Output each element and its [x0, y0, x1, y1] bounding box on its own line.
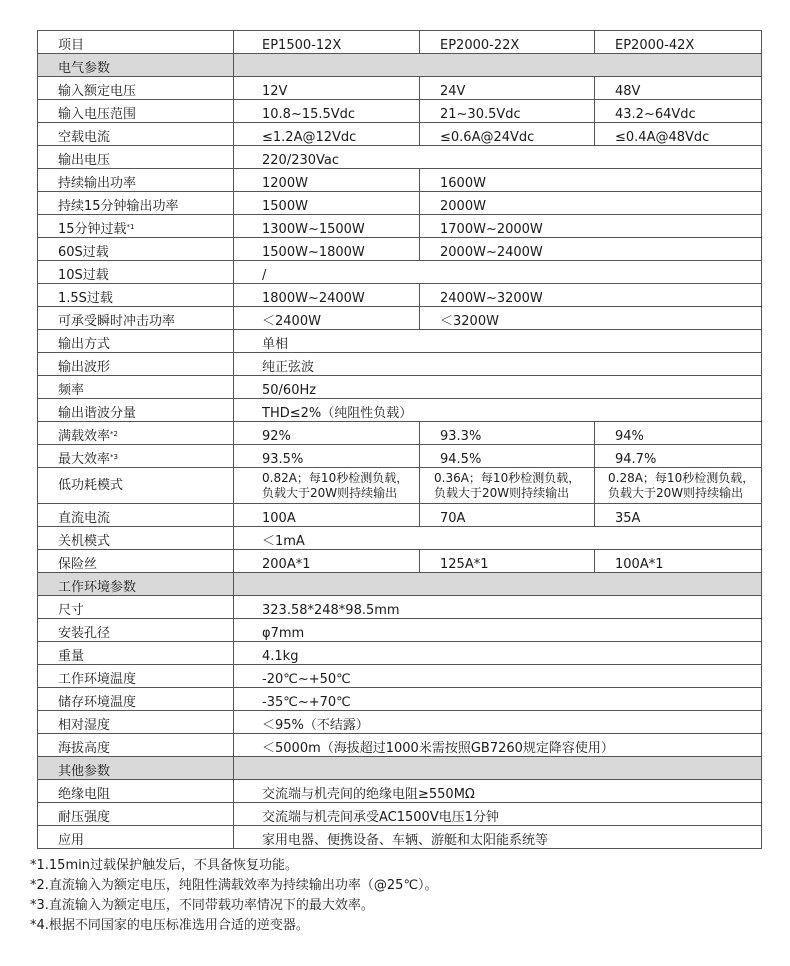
value-cell: 94% [595, 422, 762, 445]
row-label-text: 应用 [58, 833, 85, 848]
row-label-text: 60S过载 [58, 245, 109, 260]
row-label: 低功耗模式 [38, 468, 234, 504]
table-row [38, 826, 762, 849]
header-model-1: EP1500-12X [234, 31, 420, 54]
value-cell: 2400W~3200W [420, 284, 762, 307]
table-row [38, 77, 762, 100]
row-label-text: 输出电压 [58, 153, 111, 168]
row-label-text: 保险丝 [58, 557, 98, 572]
row-label [38, 826, 234, 849]
row-label [38, 353, 234, 376]
value-cell: 单相 [234, 330, 762, 353]
row-label [38, 238, 234, 261]
row-label-text: 可承受瞬时冲击功率 [58, 314, 176, 329]
row-label-text: 输入额定电压 [58, 84, 137, 99]
section-title-environment: 工作环境参数 [38, 573, 234, 596]
low-power-line: 负载大于20W则持续输出 [262, 485, 398, 500]
row-label-text: 10S过载 [58, 268, 109, 283]
value-cell: φ7mm [234, 619, 762, 642]
row-label-text: 最大效率 [58, 452, 111, 467]
footnote-marker: *1 [126, 223, 135, 231]
value-cell: 1500W~1800W [234, 238, 420, 261]
section-title-electrical: 电气参数 [38, 54, 234, 77]
row-label-text: 工作环境温度 [58, 672, 137, 687]
row-label-text: 重量 [58, 649, 85, 664]
row-label-text: 关机模式 [58, 534, 111, 549]
low-power-line: 负载大于20W则持续输出 [434, 485, 570, 500]
table-row [38, 688, 762, 711]
table-row [38, 422, 762, 445]
header-row [38, 31, 762, 54]
row-label [38, 596, 234, 619]
value-cell: 48V [595, 77, 762, 100]
footnote: *3.直流输入为额定电压，不同带载功率情况下的最大效率。 [30, 898, 374, 913]
row-label-text: 相对湿度 [58, 718, 111, 733]
low-power-cell-2 [420, 468, 595, 504]
row-label-text: 储存环境温度 [58, 695, 137, 710]
row-label-text: 输出谐波分量 [58, 406, 137, 421]
table-row [38, 146, 762, 169]
value-cell: 10.8~15.5Vdc [234, 100, 420, 123]
value-cell: 100A [234, 504, 420, 527]
row-label [38, 619, 234, 642]
spec-table [37, 30, 762, 849]
footnote: *4.根据不同国家的电压标准选用合适的逆变器。 [30, 918, 309, 933]
value-cell: 220/230Vac [234, 146, 762, 169]
value-cell: 2000W [420, 192, 762, 215]
header-model-3: EP2000-42X [595, 31, 762, 54]
row-label [38, 330, 234, 353]
row-label-text: 满载效率 [58, 429, 111, 444]
row-label [38, 780, 234, 803]
row-label-text: 空载电流 [58, 130, 111, 145]
value-cell: -20℃~+50℃ [234, 665, 762, 688]
value-cell: 93.3% [420, 422, 595, 445]
table-row [38, 619, 762, 642]
value-cell: 24V [420, 77, 595, 100]
row-label [38, 215, 234, 238]
row-label-text: 直流电流 [58, 511, 111, 526]
row-label-text: 耐压强度 [58, 810, 111, 825]
value-cell: 21~30.5Vdc [420, 100, 595, 123]
row-label [38, 504, 234, 527]
value-cell: ＜2400W [234, 307, 420, 330]
row-label [38, 665, 234, 688]
value-cell: 交流端与机壳间的绝缘电阻≥550MΩ [234, 780, 762, 803]
low-power-line: 0.36A；每10秒检测负载， [434, 470, 581, 485]
row-label [38, 100, 234, 123]
table-row [38, 353, 762, 376]
value-cell: 1600W [420, 169, 762, 192]
row-label-text: 15分钟过载 [58, 222, 127, 237]
value-cell: -35℃~+70℃ [234, 688, 762, 711]
table-row [38, 238, 762, 261]
row-label [38, 307, 234, 330]
row-label [38, 688, 234, 711]
value-cell: 323.58*248*98.5mm [234, 596, 762, 619]
low-power-line: 0.82A；每10秒检测负载， [262, 470, 409, 485]
row-label [38, 169, 234, 192]
footnote-marker: *3 [110, 453, 118, 461]
footnote-marker: *2 [110, 430, 118, 438]
footnote: *2.直流输入为额定电压，纯阻性满载效率为持续输出功率（@25℃）。 [30, 878, 438, 893]
row-label [38, 192, 234, 215]
row-label-text: 尺寸 [58, 603, 85, 618]
table-row [38, 376, 762, 399]
value-cell: ＜5000m（海拔超过1000米需按照GB7260规定降容使用） [234, 734, 762, 757]
table-row [38, 330, 762, 353]
value-cell: ＜1mA [234, 527, 762, 550]
value-cell: 94.7% [595, 445, 762, 468]
value-cell: 93.5% [234, 445, 420, 468]
row-label [38, 527, 234, 550]
section-row [38, 757, 762, 780]
value-cell: / [234, 261, 762, 284]
value-cell: 43.2~64Vdc [595, 100, 762, 123]
header-model-2: EP2000-22X [420, 31, 595, 54]
table-row [38, 780, 762, 803]
table-row [38, 803, 762, 826]
header-item: 项目 [38, 31, 234, 54]
footnotes [30, 856, 438, 936]
row-label [38, 803, 234, 826]
value-cell: 70A [420, 504, 595, 527]
section-title-other: 其他参数 [38, 757, 234, 780]
table-row [38, 642, 762, 665]
table-row [38, 123, 762, 146]
table-row [38, 192, 762, 215]
table-row [38, 711, 762, 734]
row-label-text: 海拔高度 [58, 741, 111, 756]
row-label [38, 376, 234, 399]
table-row [38, 550, 762, 573]
row-label [38, 445, 234, 468]
value-cell: 35A [595, 504, 762, 527]
row-label [38, 642, 234, 665]
value-cell: 92% [234, 422, 420, 445]
table-row [38, 734, 762, 757]
value-cell: 100A*1 [595, 550, 762, 573]
low-power-line: 0.28A；每10秒检测负载， [608, 470, 755, 485]
row-label [38, 146, 234, 169]
row-label-text: 绝缘电阻 [58, 787, 111, 802]
table-row [38, 504, 762, 527]
value-cell: 1700W~2000W [420, 215, 762, 238]
row-label-text: 持续输出功率 [58, 176, 137, 191]
table-row [38, 215, 762, 238]
row-label [38, 550, 234, 573]
value-cell: ≤0.6A@24Vdc [420, 123, 595, 146]
value-cell: ＜95%（不结露） [234, 711, 762, 734]
row-label [38, 711, 234, 734]
value-cell: 1300W~1500W [234, 215, 420, 238]
table-row [38, 169, 762, 192]
value-cell: 2000W~2400W [420, 238, 762, 261]
value-cell: 125A*1 [420, 550, 595, 573]
table-row [38, 284, 762, 307]
row-label-text: 输出波形 [58, 360, 111, 375]
low-power-line: 负载大于20W则持续输出 [608, 485, 744, 500]
table-row [38, 665, 762, 688]
row-label [38, 123, 234, 146]
value-cell: 1500W [234, 192, 420, 215]
row-label-text: 1.5S过载 [58, 291, 113, 306]
table-row [38, 307, 762, 330]
row-label [38, 399, 234, 422]
row-label-text: 持续15分钟输出功率 [58, 199, 179, 214]
footnote: *1.15min过载保护触发后，不具备恢复功能。 [30, 858, 298, 873]
value-cell: 4.1kg [234, 642, 762, 665]
value-cell: 家用电器、便携设备、车辆、游艇和太阳能系统等 [234, 826, 762, 849]
table-row [38, 596, 762, 619]
table-row-low-power [38, 468, 762, 504]
value-cell: 交流端与机壳间承受AC1500V电压1分钟 [234, 803, 762, 826]
value-cell: 1800W~2400W [234, 284, 420, 307]
value-cell: THD≤2%（纯阻性负载） [234, 399, 762, 422]
table-row [38, 100, 762, 123]
section-row [38, 573, 762, 596]
row-label-text: 输入电压范围 [58, 107, 137, 122]
low-power-cell-1 [234, 468, 420, 504]
row-label [38, 734, 234, 757]
table-row [38, 399, 762, 422]
row-label-text: 输出方式 [58, 337, 111, 352]
row-label-text: 频率 [58, 383, 85, 398]
low-power-cell-3 [595, 468, 762, 504]
value-cell: ≤0.4A@48Vdc [595, 123, 762, 146]
value-cell: 50/60Hz [234, 376, 762, 399]
row-label [38, 261, 234, 284]
section-row [38, 54, 762, 77]
row-label [38, 422, 234, 445]
row-label [38, 77, 234, 100]
table-row [38, 261, 762, 284]
value-cell: 94.5% [420, 445, 595, 468]
value-cell: 200A*1 [234, 550, 420, 573]
table-row [38, 527, 762, 550]
row-label [38, 284, 234, 307]
table-row [38, 445, 762, 468]
value-cell: ＜3200W [420, 307, 762, 330]
value-cell: 12V [234, 77, 420, 100]
value-cell: ≤1.2A@12Vdc [234, 123, 420, 146]
value-cell: 纯正弦波 [234, 353, 762, 376]
value-cell: 1200W [234, 169, 420, 192]
row-label-text: 安装孔径 [58, 626, 111, 641]
